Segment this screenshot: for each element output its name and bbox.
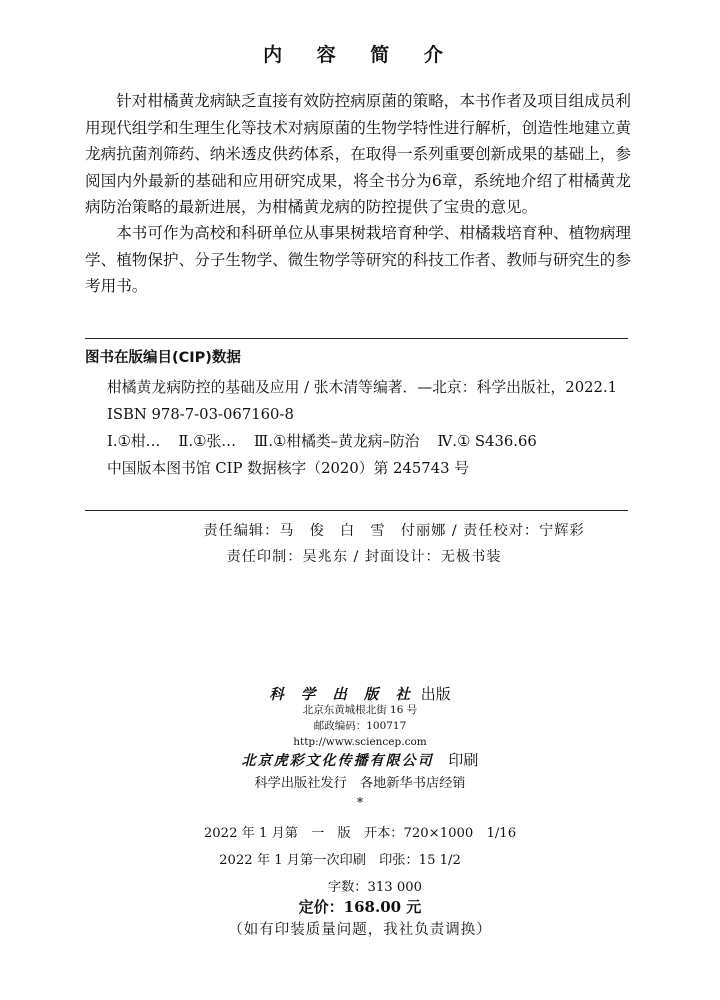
cip-bottom-rule [85,510,628,511]
edition-line-3: 字数：313 000 [327,880,423,895]
cip-class-1: Ⅰ.①柑… [107,433,161,450]
cip-classification [85,428,631,455]
editors-line-1: 责任编辑：马 俊 白 雪 付丽娜 / 责任校对：宁辉彩 [203,523,585,539]
cip-isbn: ISBN 978-7-03-067160-8 [107,406,294,423]
publisher-address: 北京东黄城根北街 16 号 [302,704,418,716]
cip-record: 柑橘黄龙病防控的基础及应用 / 张木清等编著．—北京：科学出版社，2022.1 [107,379,618,396]
summary-paragraph-1: 针对柑橘黄龙病缺乏直接有效防控病原菌的策略，本书作者及项目组成员利用现代组学和生理生化等技术对病原菌的生物学特性进行解析，创造性地建立黄龙病抗菌剂筛药、纳米透皮供药体系，在取得一系列重要创新成果的基础上，参阅国内外最新的基础和应用研究成果，将全书分为6章，系统地介绍了柑橘黄龙病防治策略的最新进展，为柑橘黄龙病的防控提供了宝贵的意见。 [85,92,631,216]
editors-line-2: 责任印制：吴兆东 / 封面设计：无极书装 [226,549,502,565]
cip-block [85,374,631,482]
printer-line [0,749,720,770]
publisher-contact [0,702,720,750]
edition-line-1: 2022 年 1 月第 一 版 开本：720×1000 1/16 [203,826,517,841]
edition-line-2: 2022 年 1 月第一次印刷 印张：15 1/2 [219,853,461,868]
publisher-suffix: 出版 [420,685,451,703]
cip-class-4: Ⅳ.① S436.66 [437,433,537,450]
price: 定价：168.00 元 [298,898,422,916]
page-title: 内 容 简 介 [263,44,457,66]
printer-suffix: 印刷 [448,751,479,769]
cip-heading: 图书在版编目(CIP)数据 [85,350,241,366]
publisher-name: 科 学 出 版 社 [269,686,416,703]
publisher-postcode: 邮政编码：100717 [313,720,407,732]
distribution-line: 科学出版社发行 各地新华书店经销 [254,776,466,791]
cip-class-2: Ⅱ.①张… [178,433,237,450]
printer-name: 北京虎彩文化传播有限公司 [241,753,434,769]
separator-star: * [356,796,364,811]
cip-top-rule [85,338,628,339]
summary-paragraph-2: 本书可作为高校和科研单位从事果树栽培育种学、柑橘栽培育种、植物病理学、植物保护、分子生物学、微生物学等研究的科技工作者、教师与研究生的参考用书。 [85,224,631,295]
cip-class-3: Ⅲ.①柑橘类–黄龙病–防治 [254,433,420,450]
cip-library-number: 中国版本图书馆 CIP 数据核字（2020）第 245743 号 [107,460,470,477]
publisher-url: http://www.sciencep.com [293,736,427,748]
publisher-line [0,683,720,704]
edition-info [0,820,720,901]
editor-credits [0,518,720,570]
quality-notice: （如有印装质量问题，我社负责调换） [228,922,492,938]
